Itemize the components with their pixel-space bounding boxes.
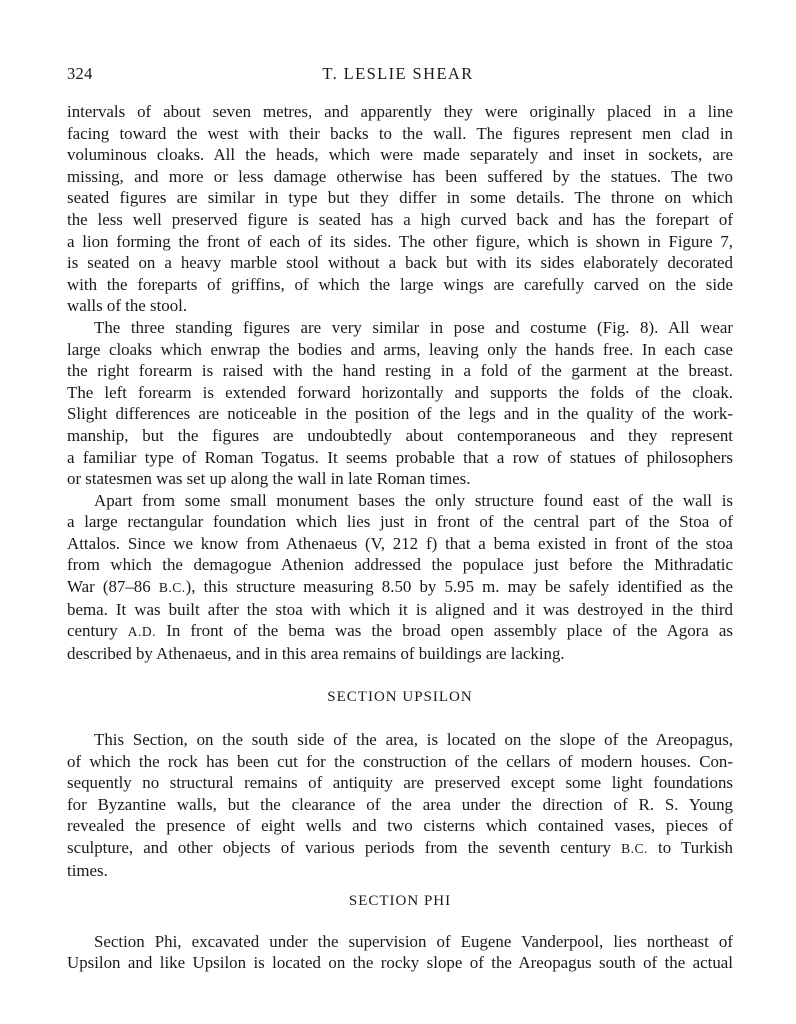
- page-number: 324: [67, 64, 93, 83]
- body-text: [67, 101, 733, 974]
- paragraph-line: for Byzantine walls, but the clearance of the area under the direction of R. S. Young: [67, 794, 733, 814]
- paragraph-line: a familiar type of Roman Togatus. It seems probable that a row of statues of philosophers: [67, 447, 733, 467]
- paragraph-line: a large rectangular foundation which lies just in front of the central part of the Stoa of: [67, 512, 733, 532]
- paragraph-line: missing, and more or less damage otherwise has been suffered by the statues. The two: [67, 166, 733, 186]
- paragraph-line: Attalos. Since we know from Athenaeus (V, 212 f) that a bema existed in front of the stoa: [67, 533, 733, 553]
- era-abbreviation: B.C.: [621, 841, 648, 856]
- paragraph-line: Apart from some small monument bases the only structure found east of the wall is: [94, 490, 733, 510]
- paragraph-line: voluminous cloaks. All the heads, which were made separately and inset in sockets, are: [67, 145, 733, 165]
- section-heading-upsilon: SECTION UPSILON: [327, 689, 473, 706]
- paragraph-line: walls of the stool.: [67, 296, 188, 316]
- paragraph-line: manship, but the figures are undoubtedly about contemporaneous and they represent: [67, 425, 733, 445]
- running-title: T. LESLIE SHEAR: [322, 64, 474, 83]
- paragraph-line: seated figures are similar in type but they differ in some details. The throne on which: [67, 188, 733, 208]
- paragraph-line: bema. It was built after the stoa with which it is aligned and it was destroyed in the third: [67, 599, 733, 619]
- text-run: ), this structure measuring 8.50 by 5.95 m. may be safely identified as the: [185, 577, 734, 597]
- paragraph-line: This Section, on the south side of the area, is located on the slope of the Areopagus,: [94, 730, 733, 750]
- paragraph-line: of which the rock has been cut for the construction of the cellars of modern houses. Con-: [67, 751, 733, 771]
- paragraph-line: with the foreparts of griffins, of which the large wings are carefully carved on the side: [67, 274, 733, 294]
- text-run: sculpture, and other objects of various periods from the seventh century: [67, 838, 622, 857]
- paragraph-line: [67, 576, 733, 599]
- paragraph-line: Section Phi, excavated under the supervision of Eugene Vanderpool, lies northeast of: [94, 931, 733, 951]
- paragraph-line: large cloaks which enwrap the bodies and arms, leaving only the hands free. In each case: [67, 339, 733, 359]
- paragraph-line: revealed the presence of eight wells and two cisterns which contained vases, pieces of: [67, 816, 733, 836]
- paragraph-line: is seated on a heavy marble stool without a back but with its sides elaborately decorated: [67, 253, 733, 273]
- paragraph-line: described by Athenaeus, and in this area remains of buildings are lacking.: [67, 643, 565, 663]
- paragraph-line: Upsilon and like Upsilon is located on the rocky slope of the Areopagus south of the actual: [67, 953, 733, 973]
- paragraph-line: [67, 837, 733, 860]
- text-run: century: [67, 621, 128, 641]
- paragraph-line: the right forearm is raised with the hand resting in a fold of the garment at the breast.: [67, 361, 733, 381]
- paragraph-line: the less well preserved figure is seated has a high curved back and has the forepart of: [67, 209, 733, 229]
- paragraph-line: or statesmen was set up along the wall in late Roman times.: [67, 469, 471, 489]
- paragraph-line: [67, 620, 733, 643]
- paragraph-line: The left forearm is extended forward horizontally and supports the folds of the cloak.: [67, 382, 733, 402]
- text-run: In front of the bema was the broad open assembly place of the Agora as: [156, 621, 733, 641]
- text-run: War (87–86: [67, 577, 159, 597]
- era-abbreviation: B.C.: [158, 580, 186, 596]
- paragraph-line: a lion forming the front of each of its sides. The other figure, which is shown in Figure 7,: [67, 231, 733, 251]
- paragraph-line: from which the demagogue Athenion addressed the populace just before the Mithradatic: [67, 555, 733, 575]
- era-abbreviation: A.D.: [127, 624, 157, 640]
- paragraph-line: facing toward the west with their backs to the wall. The figures represent men clad in: [67, 123, 733, 143]
- paragraph-line: Slight differences are noticeable in the position of the legs and in the quality of the work-: [67, 404, 733, 424]
- section-heading-phi: SECTION PHI: [348, 893, 452, 910]
- paragraph-line: The three standing figures are very similar in pose and costume (Fig. 8). All wear: [94, 317, 733, 337]
- paragraph-line: intervals of about seven metres, and apparently they were originally placed in a line: [67, 102, 733, 121]
- paragraph-line: times.: [67, 860, 108, 880]
- paragraph-line: sequently no structural remains of antiquity are preserved except some light foundations: [67, 773, 733, 793]
- text-run: to Turkish: [647, 838, 733, 857]
